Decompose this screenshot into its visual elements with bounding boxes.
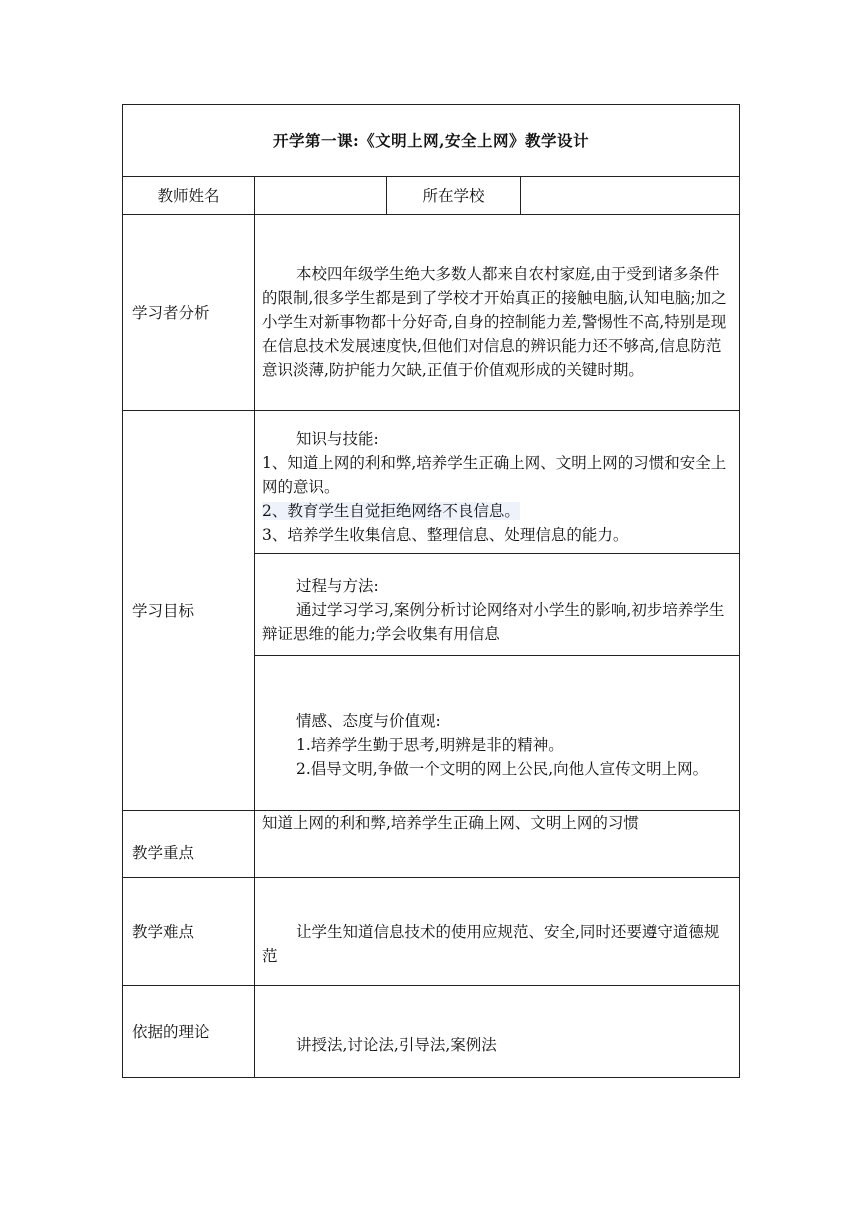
key-points-cell [255, 811, 740, 878]
knowledge-item [262, 499, 731, 523]
learner-analysis-text: 本校四年级学生绝大多数人都来自农村家庭,由于受到诸多条件的限制,很多学生都是到了学校才开始真正的接触电脑,认知电脑;加之小学生对新事物都十分好奇,自身的控制能力差,警惕性不高,特别是现在信息技术发展速度快,但他们对信息的辨识能力还不够高,信息防范意识淡薄,防护能力欠缺,正值于价值观形成的关键时期。 [262, 264, 727, 379]
key-points-label: 教学重点 [123, 811, 255, 878]
theory-cell [255, 986, 740, 1078]
knowledge-skills-cell [255, 411, 740, 554]
theory-text: 讲授法,讨论法,引导法,案例法 [296, 1035, 497, 1054]
school-label: 所在学校 [387, 177, 521, 215]
teacher-name-label: 教师姓名 [123, 177, 255, 215]
teacher-school-row [123, 177, 740, 215]
theory-row [123, 986, 740, 1078]
learning-objectives-label: 学习目标 [123, 411, 255, 811]
school-value [521, 177, 740, 215]
highlighted-text: 2、教育学生自觉拒绝网络不良信息。 [262, 502, 520, 520]
knowledge-heading: 知识与技能: [296, 430, 379, 448]
emotion-item: 2.倡导文明,争做一个文明的网上公民,向他人宣传文明上网。 [296, 760, 709, 778]
difficulties-row [123, 878, 740, 986]
theory-label: 依据的理论 [123, 986, 255, 1078]
learner-analysis-label: 学习者分析 [123, 215, 255, 411]
difficulties-cell [255, 878, 740, 986]
key-points-text: 知道上网的利和弊,培养学生正确上网、文明上网的习惯 [262, 814, 639, 832]
emotion-values-cell [255, 656, 740, 811]
document-title: 开学第一课:《文明上网,安全上网》教学设计 [123, 105, 740, 177]
teacher-name-value [255, 177, 387, 215]
process-text: 通过学习学习,案例分析讨论网络对小学生的影响,初步培养学生辩证思维的能力;学会收集有用信息 [262, 600, 725, 643]
emotion-item: 1.培养学生勤于思考,明辨是非的精神。 [296, 736, 564, 754]
process-methods-cell [255, 554, 740, 656]
objectives-knowledge-row [123, 411, 740, 554]
key-points-row [123, 811, 740, 878]
knowledge-item: 3、培养学生收集信息、整理信息、处理信息的能力。 [262, 526, 629, 544]
difficulties-label: 教学难点 [123, 878, 255, 986]
learner-analysis-row [123, 215, 740, 411]
learner-analysis-cell [255, 215, 740, 411]
emotion-heading: 情感、态度与价值观: [296, 712, 441, 730]
difficulties-text: 让学生知道信息技术的使用应规范、安全,同时还要遵守道德规范 [262, 922, 720, 965]
lesson-plan-table [122, 104, 740, 1078]
title-row [123, 105, 740, 177]
process-heading: 过程与方法: [296, 576, 379, 595]
knowledge-item: 1、知道上网的利和弊,培养学生正确上网、文明上网的习惯和安全上网的意识。 [262, 454, 727, 496]
